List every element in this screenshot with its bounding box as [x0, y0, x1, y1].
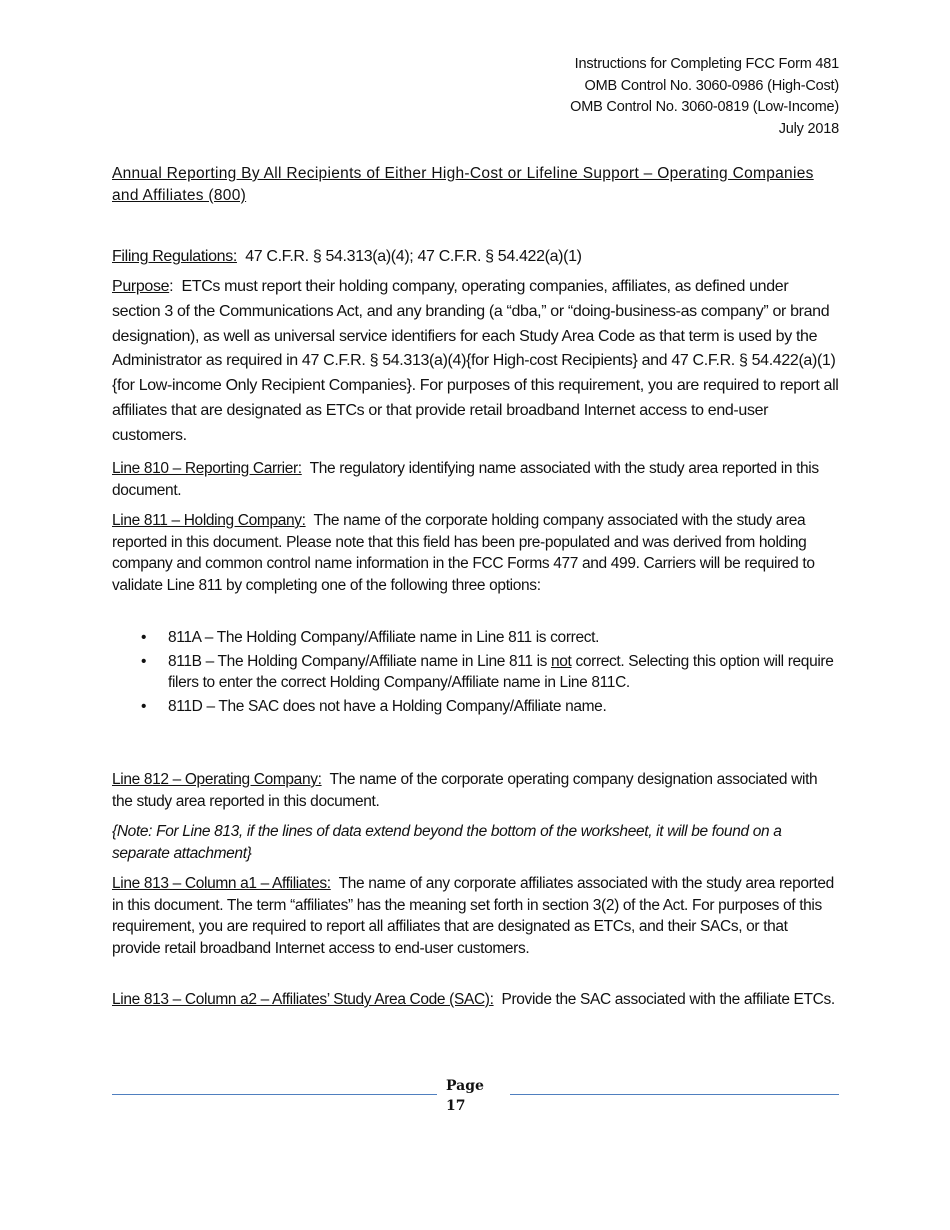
- option-811b-pre: 811B – The Holding Company/Affiliate name in Line 811 is: [168, 652, 552, 670]
- list-item: [112, 696, 839, 718]
- bullet-icon: •: [141, 697, 147, 715]
- bullet-icon: •: [141, 652, 147, 670]
- line-811-paragraph: [112, 510, 839, 596]
- purpose-text: ETCs must report their holding company, operating companies, affiliates, as defined under section 3 of the Communications Act, and any branding (a “dba,” or “doing-business-as company” or brand designation), as well as universal service identifiers for each Study Area Code as that term is used by the Administrator as required in 47 C.F.R. § 54.313(a)(4){for High-cost Recipients} and 47 C.F.R. § 54.422(a)(1){for Low-income Only Recipient Companies}. For purposes of this requirement, you are required to report all affiliates that are designated as ETCs or that provide retail broadband Internet access to end-user customers.: [112, 278, 839, 444]
- line-813-a1-label: Line 813 – Column a1 – Affiliates:: [112, 875, 331, 892]
- purpose-label: Purpose: [112, 278, 170, 295]
- line-813-a2-text: Provide the SAC associated with the affiliate ETCs.: [501, 991, 835, 1008]
- document-page: [112, 0, 839, 1230]
- section-title: Annual Reporting By All Recipients of Either High-Cost or Lifeline Support – Operating Companies and Affiliates (800): [112, 165, 814, 204]
- line-813-note: {Note: For Line 813, if the lines of data extend beyond the bottom of the worksheet, it will be found on a separate attachment}: [112, 823, 782, 862]
- line-813-a1-text: The name of any corporate affiliates associated with the study area reported in this document. The term “affiliates” has the meaning set forth in section 3(2) of the Act. For purposes of this requirement, you are required to report all affiliates that are designated as ETCs, and their SACs, or that provide retail broadband Internet access to end-user customers.: [112, 875, 834, 957]
- line-812-text: The name of the corporate operating company designation associated with the study area reported in this document.: [112, 771, 818, 810]
- footer-rule-left: [112, 1094, 437, 1095]
- header-form-title: Instructions for Completing FCC Form 481: [574, 56, 839, 72]
- list-item: [112, 627, 839, 649]
- option-811d: 811D – The SAC does not have a Holding Company/Affiliate name.: [168, 697, 607, 715]
- page-number: 17: [446, 1098, 466, 1114]
- line-812-paragraph: [112, 769, 839, 812]
- header-omb-high-cost: OMB Control No. 3060-0986 (High-Cost): [584, 77, 839, 94]
- page-number-label: [446, 1076, 496, 1116]
- header-date: July 2018: [778, 120, 839, 137]
- header-omb-low-income: OMB Control No. 3060-0819 (Low-Income): [570, 99, 839, 115]
- purpose-paragraph: [112, 275, 839, 449]
- line-810-label: Line 810 – Reporting Carrier:: [112, 460, 302, 477]
- bullet-icon: •: [141, 629, 147, 646]
- footer-rule-right: [510, 1094, 839, 1095]
- filing-regulations-text: 47 C.F.R. § 54.313(a)(4); 47 C.F.R. § 54.422(a)(1): [245, 248, 582, 265]
- document-header: [570, 54, 839, 140]
- filing-regulations-label: Filing Regulations:: [112, 248, 237, 265]
- line-813-a1-paragraph: [112, 873, 839, 959]
- line-811-text: The name of the corporate holding company associated with the study area reported in this document. Please note that this field has been pre-populated and was derived from holding company and common control name information in the FCC Forms 477 and 499. Carriers will be required to validate Line 811 by completing one of the following three options:: [112, 512, 815, 594]
- line-813-a2-paragraph: [112, 989, 839, 1011]
- option-811b-not: not: [551, 652, 572, 670]
- line-811-label: Line 811 – Holding Company:: [112, 512, 306, 529]
- line-811-options-list: [112, 627, 839, 719]
- list-item: [112, 651, 839, 694]
- filing-regulations: [112, 245, 839, 270]
- option-811a: 811A – The Holding Company/Affiliate name in Line 811 is correct.: [168, 629, 600, 646]
- line-813-a2-label: Line 813 – Column a2 – Affiliates’ Study Area Code (SAC):: [112, 991, 494, 1008]
- option-811b-post: correct. Selecting this option will require filers to enter the correct Holding Company/Affiliate name in Line 811C.: [168, 652, 834, 691]
- page-footer: [112, 1076, 839, 1116]
- line-812-label: Line 812 – Operating Company:: [112, 771, 322, 788]
- line-810-paragraph: [112, 458, 839, 501]
- line-810-text: The regulatory identifying name associated with the study area reported in this document.: [112, 460, 819, 499]
- purpose-colon: :: [169, 278, 174, 295]
- page-label: Page: [446, 1078, 484, 1094]
